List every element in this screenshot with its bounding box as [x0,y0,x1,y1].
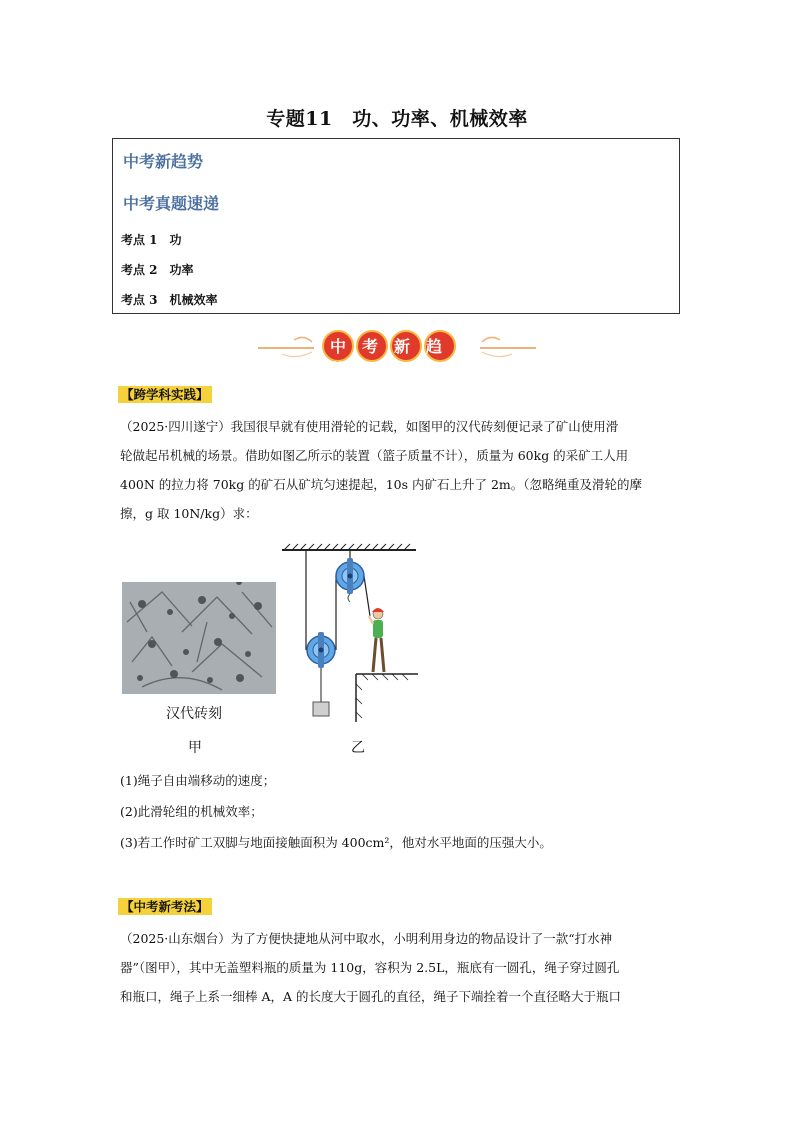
tag-label: 【跨学科实践】 [118,386,212,403]
banner-label: 中考新趋势 [330,337,459,379]
pulley-diagram [280,542,420,722]
tag-label: 【中考新考法】 [118,898,212,915]
problem-2-line: （2025·山东烟台）为了方便快捷地从河中取水，小明利用身边的物品设计了一款“打水神 [120,931,613,946]
section-tag-new-method [118,896,212,915]
problem-1-line: （2025·四川遂宁）我国很早就有使用滑轮的记载，如图甲的汉代砖刻便记录了矿山使用滑 [120,419,619,434]
toc-item-2: 考点 2 功率 [121,263,194,277]
problem-2-line: 和瓶口，绳子上系一细棒 A，A 的长度大于圆孔的直径，绳子下端拴着一个直径略大于瓶口 [120,989,622,1004]
question-1: (1)绳子自由端移动的速度； [120,773,276,788]
table-of-contents [112,138,680,314]
brick-carving-picture [122,582,276,694]
section-banner [254,326,540,379]
problem-2-text [120,924,678,1011]
toc-heading-trend: 中考新趋势 [123,152,204,171]
problem-1-text [120,412,678,528]
toc-item-3: 考点 3 机械效率 [121,293,218,307]
problem-1-line: 400N 的拉力将 70kg 的矿石从矿坑匀速提起，10s 内矿石上升了 2m。（忽略绳重及滑轮的摩 [120,477,643,492]
problem-1-line: 擦，g 取 10N/kg）求： [120,506,258,521]
problem-1-line: 轮做起吊机械的场景。借助如图乙所示的装置（篮子质量不计），质量为 60kg 的采矿工人用 [120,448,629,463]
page-title: 专题11 功、功率、机械效率 [266,108,528,130]
section-tag-interdisciplinary [118,384,212,403]
figure-b-label: 乙 [351,740,365,756]
toc-heading-real-exam: 中考真题速递 [123,194,220,213]
question-3: (3)若工作时矿工双脚与地面接触面积为 400cm²，他对水平地面的压强大小。 [120,835,552,850]
banner-text [323,334,459,380]
han-brick-carving-image [122,582,276,694]
figure-a-label: 甲 [188,740,202,756]
question-2: (2)此滑轮组的机械效率； [120,804,263,819]
figure-a-caption: 汉代砖刻 [166,706,222,722]
toc-item-1: 考点 1 功 [121,233,182,247]
pulley-system-diagram [280,542,420,722]
problem-2-line: 器”（图甲），其中无盖塑料瓶的质量为 110g，容积为 2.5L，瓶底有一圆孔，绳子穿过圆孔 [120,960,620,975]
